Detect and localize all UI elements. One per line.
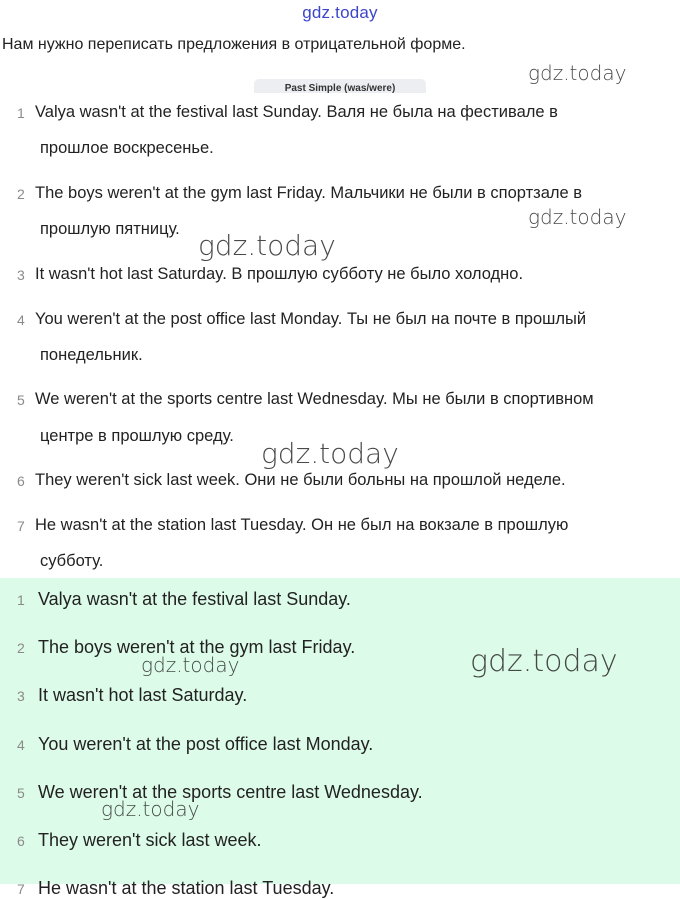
watermark: gdz.today [528, 205, 627, 229]
item-number: 6 [17, 473, 25, 489]
answer-number: 2 [17, 640, 25, 656]
item-continuation: субботу. [40, 552, 104, 570]
item-number: 7 [17, 518, 25, 534]
answer-text: Valya wasn't at the festival last Sunday. [38, 589, 351, 609]
answer-number: 1 [17, 592, 25, 608]
item-continuation: центре в прошлую среду. [40, 427, 234, 445]
watermark: gdz.today [101, 797, 200, 821]
item-continuation: прошлое воскресенье. [40, 139, 214, 157]
item-text: It wasn't hot last Saturday. В прошлую субботу не было холодно. [35, 265, 524, 283]
watermark: gdz.today [470, 644, 618, 679]
item-text: He wasn't at the station last Tuesday. Он не был на вокзале в прошлую [35, 516, 569, 534]
answer-text: You weren't at the post office last Monday. [38, 734, 374, 754]
answer-number: 4 [17, 737, 25, 753]
item-number: 2 [17, 186, 25, 202]
answer-text: We weren't at the sports centre last Wednesday. [38, 782, 423, 802]
item-continuation: понедельник. [40, 346, 143, 364]
item-text: You weren't at the post office last Monday. Ты не был на почте в прошлый [35, 310, 587, 328]
item-text: Valya wasn't at the festival last Sunday. Валя не была на фестивале в [35, 103, 558, 121]
item-continuation: прошлую пятницу. [40, 220, 180, 238]
item-text: The boys weren't at the gym last Friday. Мальчики не были в спортзале в [35, 184, 583, 202]
answer-text: They weren't sick last week. [38, 830, 262, 850]
item-number: 4 [17, 312, 25, 328]
task-intro: Нам нужно переписать предложения в отрицательной форме. [2, 36, 466, 53]
answer-text: The boys weren't at the gym last Friday. [38, 637, 356, 657]
answer-number: 6 [17, 833, 25, 849]
watermark: gdz.today [198, 229, 336, 262]
answer-number: 7 [17, 881, 25, 897]
watermark-top: gdz.today [302, 3, 378, 22]
item-number: 3 [17, 267, 25, 283]
answer-panel [0, 578, 680, 898]
answer-number: 5 [17, 785, 25, 801]
answer-text: He wasn't at the station last Tuesday. [38, 878, 335, 898]
answer-text: It wasn't hot last Saturday. [38, 685, 248, 705]
item-number: 1 [17, 105, 25, 121]
item-text: We weren't at the sports centre last Wednesday. Мы не были в спортивном [35, 390, 594, 408]
watermark: gdz.today [261, 437, 399, 470]
answer-number: 3 [17, 688, 25, 704]
watermark: gdz.today [141, 653, 240, 677]
watermark: gdz.today [528, 61, 627, 85]
tab-past-simple[interactable]: Past Simple (was/were) [254, 79, 426, 93]
item-number: 5 [17, 392, 25, 408]
item-text: They weren't sick last week. Они не были больны на прошлой неделе. [35, 471, 566, 489]
